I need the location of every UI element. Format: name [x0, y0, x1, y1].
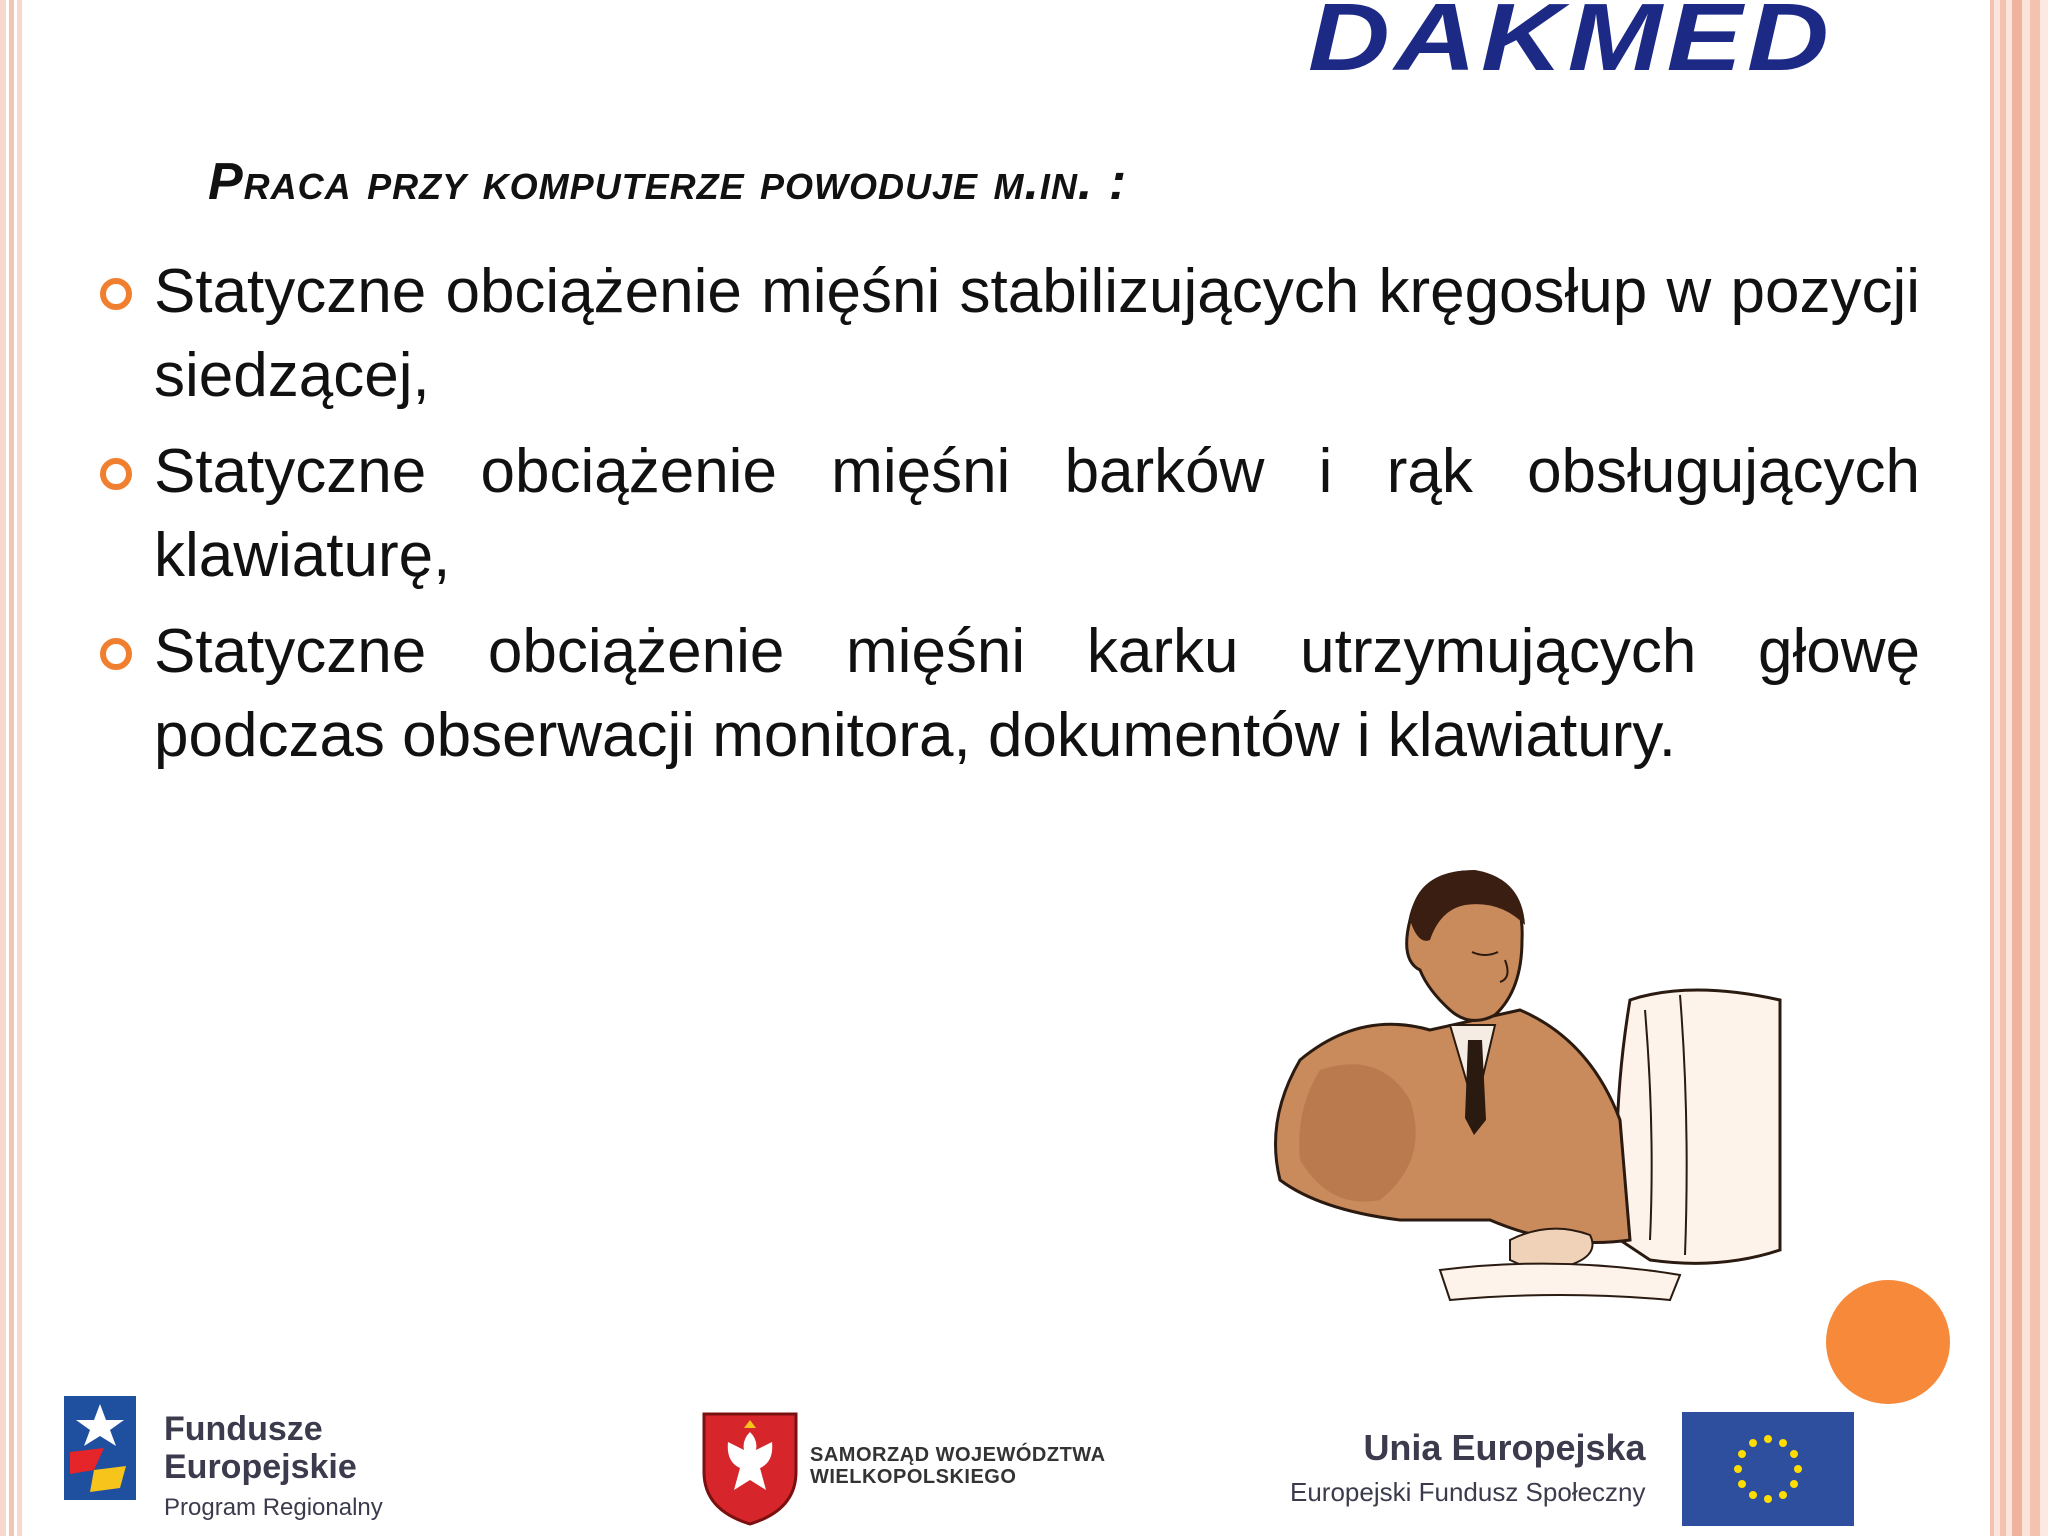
samorzad-text — [810, 1444, 1106, 1488]
dakmed-logo: DAKMED — [1308, 0, 1834, 76]
wielkopolska-crest-icon — [700, 1410, 800, 1526]
samorzad-line2: WIELKOPOLSKIEGO — [810, 1466, 1017, 1488]
unia-europejska-text — [1290, 1428, 1646, 1510]
bullet-list — [98, 250, 1920, 790]
fe-line2: Europejskie — [164, 1448, 357, 1486]
circle-bullet-icon — [100, 278, 132, 310]
circle-bullet-icon — [100, 458, 132, 490]
fundusze-europejskie-logo-icon — [64, 1396, 136, 1500]
circle-bullet-icon — [100, 638, 132, 670]
bullet-item — [98, 430, 1920, 598]
bullet-text: Statyczne obciążenie mięśni karku utrzymujących głowę podczas obserwacji monitora, dokumentów i klawiatury. — [154, 617, 1920, 770]
fe-line1: Fundusze — [164, 1410, 323, 1448]
right-frame-border — [1960, 0, 2048, 1536]
samorzad-line1: SAMORZĄD WOJEWÓDZTWA — [810, 1444, 1106, 1466]
bullet-item — [98, 250, 1920, 418]
slide-title: Praca przy komputerze powoduje m.in. : — [208, 153, 1128, 211]
left-frame-border — [0, 0, 24, 1536]
bullet-text: Statyczne obciążenie mięśni stabilizujących kręgosłup w pozycji siedzącej, — [154, 257, 1920, 410]
bullet-item — [98, 610, 1920, 778]
ue-subtitle: Europejski Fundusz Społeczny — [1290, 1477, 1646, 1507]
fundusze-europejskie-text — [164, 1410, 383, 1526]
fe-line3: Program Regionalny — [164, 1494, 383, 1521]
decorative-orange-circle — [1826, 1280, 1950, 1404]
man-at-computer-illustration — [1260, 860, 1800, 1360]
bullet-text: Statyczne obciążenie mięśni barków i rąk obsługujących klawiaturę, — [154, 437, 1920, 590]
eu-flag-icon — [1682, 1412, 1854, 1526]
ue-title: Unia Europejska — [1363, 1427, 1646, 1468]
